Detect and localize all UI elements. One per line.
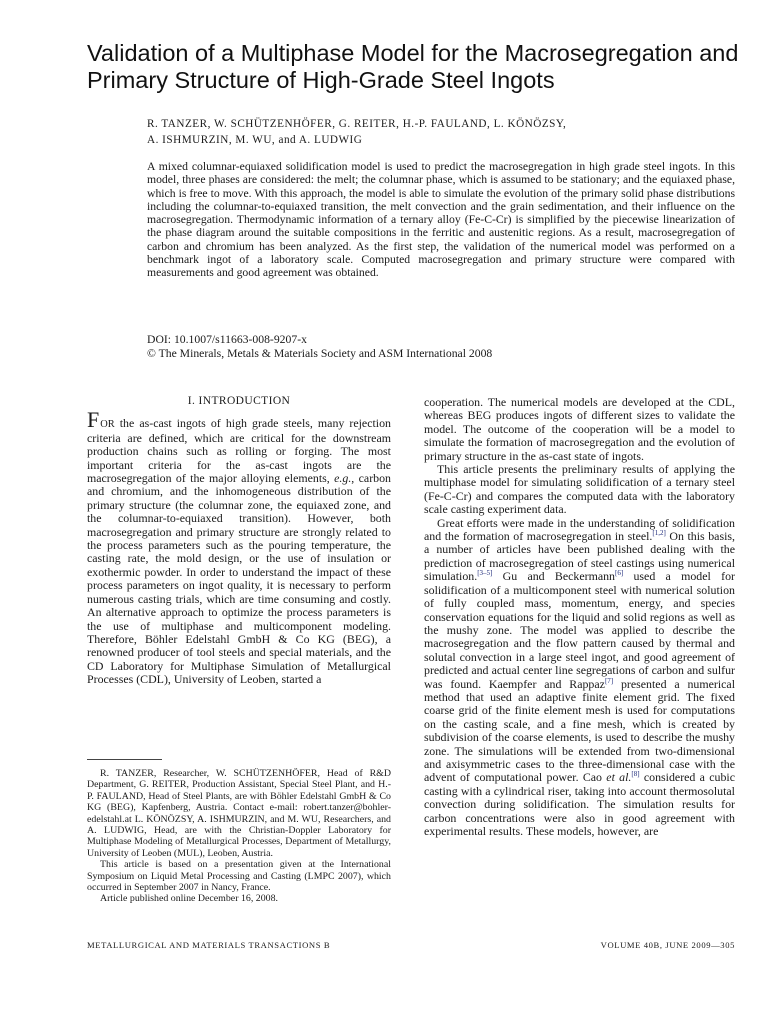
publication-info: [147, 333, 735, 361]
running-footer-volume-page: VOLUME 40B, JUNE 2009—305: [600, 940, 735, 950]
footnote-publication-date: Article published online December 16, 2008.: [100, 893, 278, 905]
drop-cap-continuation: OR: [100, 419, 115, 431]
drop-cap: F: [87, 407, 101, 433]
author-line-1: R. TANZER, W. SCHÜTZENHÖFER, G. REITER, H.-P. FAULAND, L. KÖNÖZSY,: [147, 118, 567, 130]
citation-ref[interactable]: [3–5]: [477, 569, 493, 578]
intro-paragraph: FOR the as-cast ingots of high grade steels, many rejection criteria are defined, which are critical for the downstream production chains such as rolling or forging. The most important criteria for the as-cast ingots are the macrosegregation of the major alloying elements, e.g., carbon and chromium, and the inhomogeneous distribution of the primary structure (the columnar zone, the equiaxed zone, and the columnar-to-equiaxed transition). However, both macrosegregation and primary structure are strongly related to the process parameters such as the pouring temperature, the casting rate, the mold design, or the use of insulation or exothermic powder. In order to understand the impact of these process parameters on ingot quality, it is necessary to perform numerous casting trials, which are time consuming and costly. An alternative approach to optimize the process parameters is the use of multiphase and multicomponent modeling. Therefore, Böhler Edelstahl GmbH & Co KG (BEG), a renowned producer of tool steels and special materials, and the CD Laboratory for Multiphase Simulation of Metallurgical Processes (CDL), University of Leoben, started a: [87, 407, 391, 687]
article-title: Validation of a Multiphase Model for the Macrosegregation and Primary Structure of High-Grade Steel Ingots: [87, 40, 739, 93]
citation-ref[interactable]: [1,2]: [652, 529, 666, 538]
citation-ref[interactable]: [6]: [615, 569, 624, 578]
author-list: [147, 116, 747, 148]
abstract: A mixed columnar-equiaxed solidification model is used to predict the macrosegregation in high grade steel ingots. In this model, three phases are considered: the melt; the columnar phase, which is assumed to be stationary; and the equiaxed phase, which is free to move. With this approach, the model is able to simulate the evolution of the primary solid phase distributions including the columnar-to-equiaxed transition, the melt convection and the grain sedimentation, and their influence on the macrosegregation. Thermodynamic information of a ternary alloy (Fe-C-Cr) is simplified by the piecewise linearization of the phase diagram around the suitable compositions in the ferritic and austenitic regions. As a result, macrosegregation of carbon and chromium has been analyzed. As the first step, the validation of the numerical model was performed on a benchmark ingot of a laboratory scale. Computed macrosegregation and primary structure were compared with measurements and good agreement was obtained.: [147, 160, 735, 280]
citation-ref[interactable]: [8]: [631, 770, 640, 779]
footnote-divider: [87, 759, 162, 760]
left-column: [87, 395, 391, 687]
paragraph-cooperation: cooperation. The numerical models are developed at the CDL, whereas BEG produces ingots of different sizes to validate the model. The outcome of the cooperation will be a model to simulate the formation of macrosegregation and the evolution of primary structure in the as-cast state of ingots.: [424, 395, 735, 463]
running-footer-journal: METALLURGICAL AND MATERIALS TRANSACTIONS B: [87, 940, 331, 950]
author-line-2: A. ISHMURZIN, M. WU, and A. LUDWIG: [147, 134, 363, 146]
section-heading-introduction: I. INTRODUCTION: [187, 395, 291, 407]
right-column: [424, 396, 735, 838]
paragraph-literature-review: Great efforts were made in the understanding of solidification and the formation of macrosegregation in steel.[1,2] On this basis, a number of articles have been published dealing with the prediction of macrosegregation of steel castings using numerical simulation.[3–5] Gu and Beckermann[6] used a model for solidification of a multicomponent steel with numerical solution of fully coupled mass, momentum, energy, and species conservation equations for the liquid and solid regions as well as the mushy zone. The model was applied to describe the macrosegregation and the flow pattern caused by thermal and solutal convection in a large steel ingot, and good agreement of predicted and actual center line segregations of carbon and sulfur was found. Kaempfer and Rappaz[7] presented a numerical method that used an adaptive finite element grid. The fixed coarse grid of the finite element mesh is used for computations on the casting scale, and a fine mesh, which is created by subdivision of the coarse elements, is used to describe the mushy zone. The simulations will be extended from two-dimensional and axisymmetric cases to the three-dimensional case with the advent of computational power. Cao et al.[8] considered a cubic casting with a cylindrical riser, taking into account thermosolutal convection during solidification. The simulation results for carbon concentrations were also in good agreement with experimental results. These models, however, are: [424, 515, 736, 838]
footnote-affiliations: R. TANZER, Researcher, W. SCHÜTZENHÖFER, Head of R&D Department, G. REITER, Production Assistant, Special Steel Plant, and H.-P. FAULAND, Head of Steel Plants, are with Böhler Edelstahl GmbH & Co KG (BEG), Kapfenberg, Austria. Contact e-mail: robert.tanzer@bohler-edelstahl.at L. KÖNÖZSY, A. ISHMURZIN, and M. WU, Researchers, and A. LUDWIG, Head, are with the Christian-Doppler Laboratory for Multiphase Modeling of Metallurgical Processes, Department of Metallurgy, University of Leoben (MUL), Leoben, Austria.: [87, 768, 391, 859]
footnote-presentation: This article is based on a presentation given at the International Symposium on Liquid Metal Processing and Casting (LMPC 2007), which occurred in September 2007 in Nancy, France.: [87, 859, 391, 894]
doi-link[interactable]: DOI: 10.1007/s11663-008-9207-x: [147, 333, 307, 346]
citation-ref[interactable]: [7]: [604, 676, 614, 685]
paragraph-article-scope: This article presents the preliminary results of applying the multiphase model for simulating solidification of a ternary steel (Fe-C-Cr) and compares the computed data with the laboratory scale casting experiment data.: [424, 462, 735, 517]
footnotes: [87, 768, 391, 905]
copyright-notice: © The Minerals, Metals & Materials Society and ASM International 2008: [147, 347, 493, 360]
